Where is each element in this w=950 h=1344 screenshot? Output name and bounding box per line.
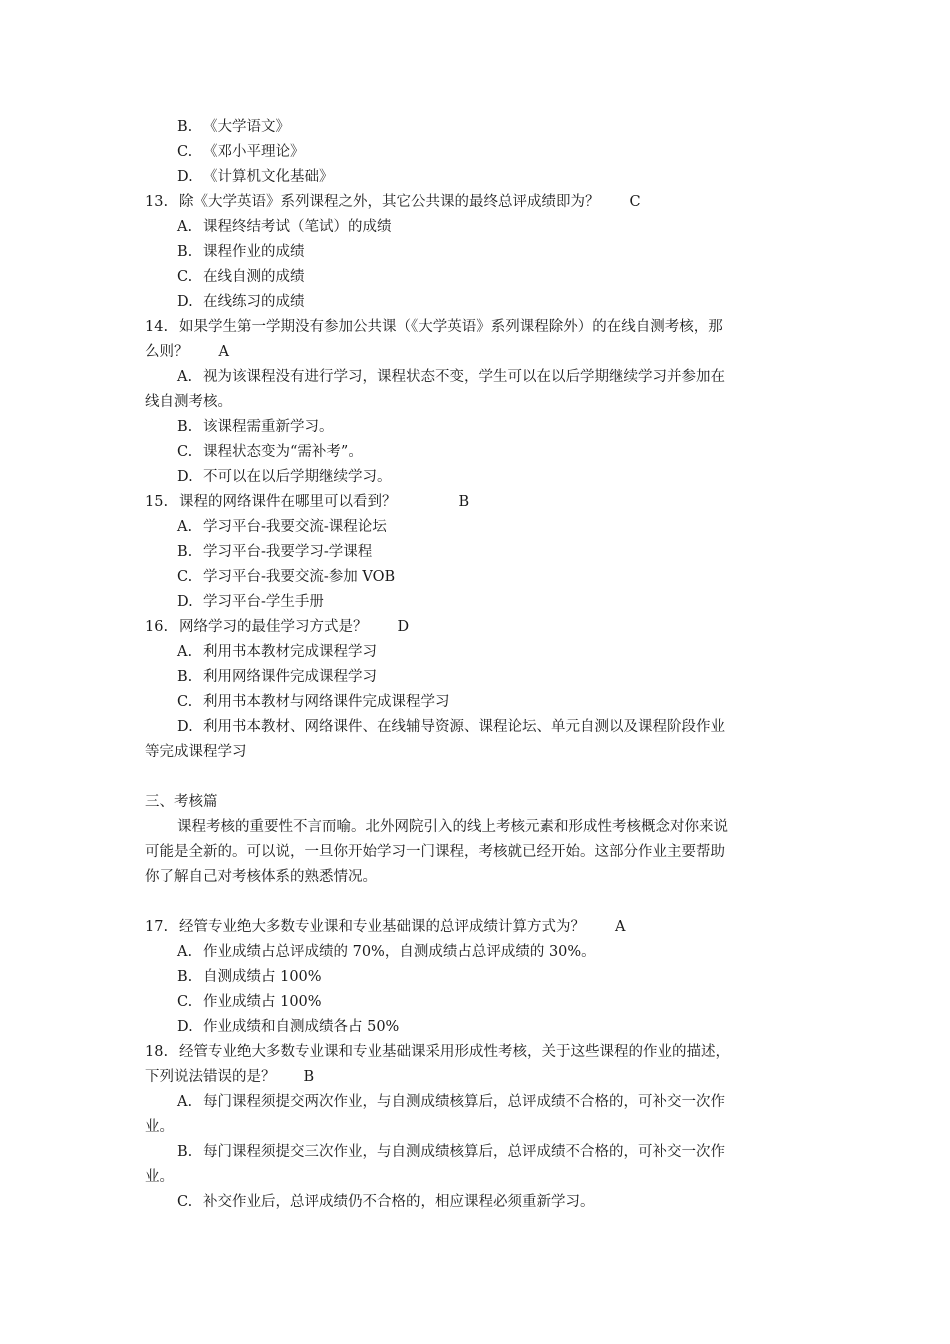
answer-18: B [303,1069,315,1085]
question-13: 13. 除《大学英语》系列课程之外，其它公共课的最终总评成绩即为？ C [145,190,809,215]
q17-option-a: A. 作业成绩占总评成绩的 70%，自测成绩占总评成绩的 30%。 [177,944,596,960]
q17-option-c: C. 作业成绩占 100% [177,994,322,1010]
q17-option-d: D. 作业成绩和自测成绩各占 50% [177,1019,400,1035]
q18-option-b-cont: 业。 [145,1169,174,1185]
q17-option-b: B. 自测成绩占 100% [177,969,322,985]
question-18-cont: 下列说法错误的是？ B [145,1065,809,1090]
section-paragraph-line-1: 课程考核的重要性不言而喻。北外网院引入的线上考核元素和形成性考核概念对你来说 [177,819,728,835]
question-18: 18. 经管专业绝大多数专业课和专业基础课采用形成性考核，关于这些课程的作业的描述， [145,1044,730,1060]
spacer [145,890,809,915]
q15-option-a: A. 学习平台-我要交流-课程论坛 [177,519,387,535]
q15-option-b: B. 学习平台-我要学习-学课程 [177,544,373,560]
answer-17: A [615,919,626,935]
q14-option-b: B. 该课程需重新学习。 [177,419,334,435]
q16-option-b: B. 利用网络课件完成课程学习 [177,669,377,685]
q13-option-b: B. 课程作业的成绩 [177,244,305,260]
q15-option-d: D. 学习平台-学生手册 [177,594,324,610]
section-paragraph-line-2: 可能是全新的。可以说，一旦你开始学习一门课程，考核就已经开始。这部分作业主要帮助 [145,844,725,860]
q14-option-d: D. 不可以在以后学期继续学习。 [177,469,392,485]
answer-13: C [629,194,641,210]
spacer [145,765,809,790]
answer-15: B [458,494,470,510]
question-17: 17. 经管专业绝大多数专业课和专业基础课的总评成绩计算方式为？ A [145,915,809,940]
q13-option-c: C. 在线自测的成绩 [177,269,305,285]
question-14: 14. 如果学生第一学期没有参加公共课（《大学英语》系列课程除外）的在线自测考核，那 [145,319,723,335]
question-15: 15. 课程的网络课件在哪里可以看到？ B [145,490,809,515]
q16-option-a: A. 利用书本教材完成课程学习 [177,644,377,660]
q16-option-d-cont: 等完成课程学习 [145,744,247,760]
section-paragraph-line-3: 你了解自己对考核体系的熟悉情况。 [145,869,377,885]
q18-option-c: C. 补交作业后，总评成绩仍不合格的，相应课程必须重新学习。 [177,1194,595,1210]
q18-option-b: B. 每门课程须提交三次作业，与自测成绩核算后，总评成绩不合格的，可补交一次作 [177,1144,725,1160]
q14-option-c: C. 课程状态变为“需补考”。 [177,444,363,460]
q15-option-c: C. 学习平台-我要交流-参加 VOB [177,569,396,585]
q13-option-a: A. 课程终结考试（笔试）的成绩 [177,219,392,235]
section-heading: 三、考核篇 [145,794,218,810]
answer-14: A [218,344,229,360]
q13-option-d: D. 在线练习的成绩 [177,294,305,310]
q16-option-c: C. 利用书本教材与网络课件完成课程学习 [177,694,450,710]
q14-option-a-cont: 线自测考核。 [145,394,232,410]
question-14-cont: 么则？ A [145,340,809,365]
q18-option-a-cont: 业。 [145,1119,174,1135]
option-c: C. 《邓小平理论》 [177,144,305,160]
q14-option-a: A. 视为该课程没有进行学习，课程状态不变，学生可以在以后学期继续学习并参加在 [177,369,725,385]
document-body [145,115,809,1215]
option-d: D. 《计算机文化基础》 [177,169,334,185]
question-16: 16. 网络学习的最佳学习方式是？ D [145,615,809,640]
answer-16: D [397,619,410,635]
q16-option-d: D. 利用书本教材、网络课件、在线辅导资源、课程论坛、单元自测以及课程阶段作业 [177,719,725,735]
option-b: B. 《大学语文》 [177,119,290,135]
q18-option-a: A. 每门课程须提交两次作业，与自测成绩核算后，总评成绩不合格的，可补交一次作 [177,1094,725,1110]
